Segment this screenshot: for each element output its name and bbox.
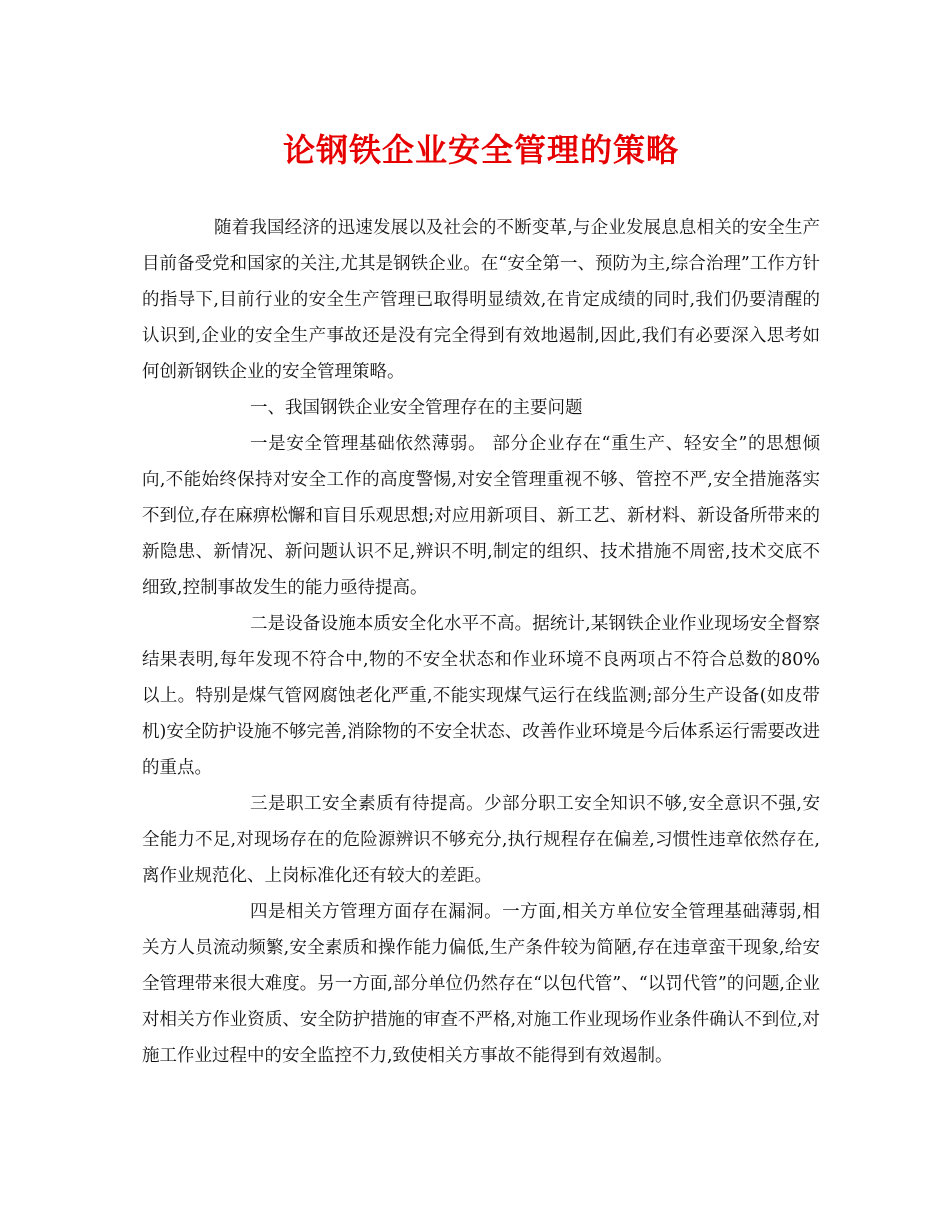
body-paragraph: 三是职工安全素质有待提高。少部分职工安全知识不够,安全意识不强,安全能力不足,对现场存在的危险源辨识不够充分,执行规程存在偏差,习惯性违章依然存在,离作业规范化、上岗标准化还有较大的差距。 [142,794,820,886]
section-heading: 一、我国钢铁企业安全管理存在的主要问题 [250,398,583,418]
intro-paragraph: 随着我国经济的迅速发展以及社会的不断变革,与企业发展息息相关的安全生产目前备受党和国家的关注,尤其是钢铁企业。在“安全第一、预防为主,综合治理”工作方针的指导下,目前行业的安全生产管理已取得明显绩效,在肯定成绩的同时,我们仍要清醒的认识到,企业的安全生产事故还是没有完全得到有效地遏制,因此,我们有必要深入思考如何创新钢铁企业的安全管理策略。 [142,218,820,382]
body-paragraph: 二是设备设施本质安全化水平不高。据统计,某钢铁企业作业现场安全督察结果表明,每年发现不符合中,物的不安全状态和作业环境不良两项占不符合总数的80%以上。特别是煤气管网腐蚀老化严重,不能实现煤气运行在线监测;部分生产设备(如皮带机)安全防护设施不够完善,消除物的不安全状态、改善作业环境是今后体系运行需要改进的重点。 [142,614,820,778]
document-body [142,210,820,1074]
body-paragraph: 四是相关方管理方面存在漏洞。一方面,相关方单位安全管理基础薄弱,相关方人员流动频繁,安全素质和操作能力偏低,生产条件较为简陋,存在违章蛮干现象,给安全管理带来很大难度。另一方面,部分单位仍然存在“以包代管”、“以罚代管”的问题,企业对相关方作业资质、安全防护措施的审查不严格,对施工作业现场作业条件确认不到位,对施工作业过程中的安全监控不力,致使相关方事故不能得到有效遏制。 [142,902,820,1066]
document-title: 论钢铁企业安全管理的策略 [282,131,679,169]
body-paragraph: 一是安全管理基础依然薄弱。 部分企业存在“重生产、轻安全”的思想倾向,不能始终保持对安全工作的高度警惕,对安全管理重视不够、管控不严,安全措施落实不到位,存在麻痹松懈和盲目乐观思想;对应用新项目、新工艺、新材料、新设备所带来的新隐患、新情况、新问题认识不足,辨识不明,制定的组织、技术措施不周密,技术交底不细致,控制事故发生的能力亟待提高。 [142,434,820,598]
